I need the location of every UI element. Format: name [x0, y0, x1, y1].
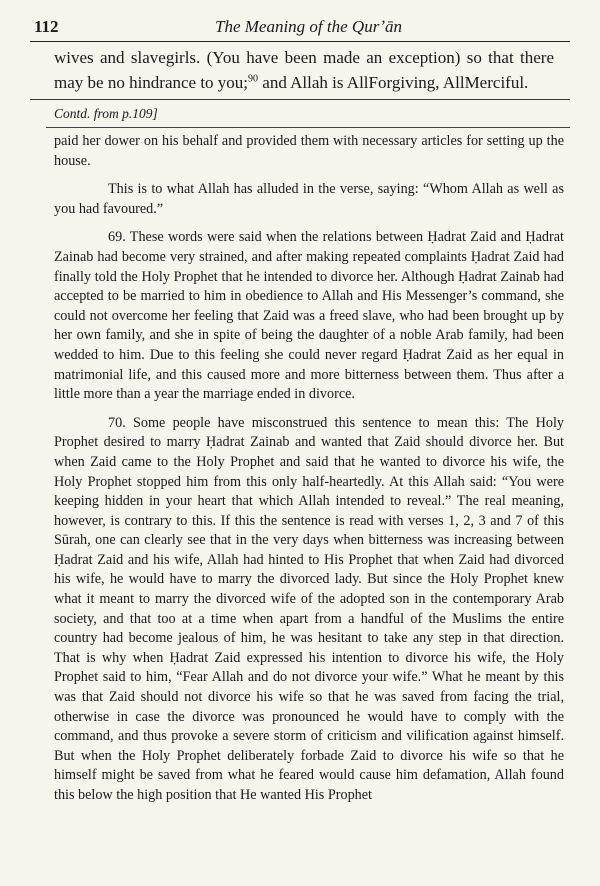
- continuation-label: Contd. from p.109]: [54, 106, 158, 121]
- header-rule: [30, 41, 570, 42]
- footnote-ref-90: 90: [248, 73, 259, 85]
- note-70: 70. Some people have misconstrued this sentence to mean this: The Holy Prophet desired to marry Ḥadrat Zainab and wanted that Zaid should divorce her. But when Zaid came to the Holy Prophet and said that he wanted to divorce his wife, the Holy Prophet stopped him from this only half-heartedly. At this Allah said: “You were keeping hidden in your heart that which Allah intended to reveal.” The real meaning, however, is contrary to this. If this the sentence is read with verses 1, 2, 3 and 7 of this Sūrah, one can clearly see that in the very days when bitterness was increasing between Ḥadrat Zaid and his wife, Allah had hinted to His Prophet that when Zaid had divorced his wife, he would have to marry the divorced lady. But since the Holy Prophet knew what it meant to marry the divorced wife of the adopted son in the contemporary Arab society, and that too at a time when apart from a handful of the Muslims the entire country had become jealous of him, he was hesitant to take any step in that direction. That is why when Ḥadrat Zaid expressed his intention to divorce his wife, the Holy Prophet said to him, “Fear Allah and do not divorce your wife.” What he meant by this was that Zaid should not divorce his wife so that he was saved from facing the trial, otherwise in case the divorce was pronounced he would have to comply with the command, and thus provoke a severe storm of criticism and vilification against himself. But when the Holy Prophet deliberately forbade Zaid to divorce his wife so that he himself might be saved from what he feared would cause him defamation, Allah found this below the high position that He wanted His Prophet: [54, 414, 564, 803]
- running-title: The Meaning of the Qurʼān: [215, 17, 402, 36]
- verse-translation: [54, 45, 554, 95]
- verse-text-end: and Allah is AllForgiving, AllMerciful.: [258, 73, 529, 92]
- verse-text: wives and slavegirls. (You have been made an exception) so that there may be no hindrance to you;: [54, 48, 554, 92]
- commentary-paragraph: This is to what Allah has alluded in the verse, saying: “Whom Allah as well as you had favoured.”: [54, 181, 564, 217]
- verse-rule: [30, 99, 570, 100]
- note-69: 69. These words were said when the relations between Ḥadrat Zaid and Ḥadrat Zainab had become very strained, and after making repeated complaints Ḥadrat Zaid had finally told the Holy Prophet that he intended to divorce her. Although Ḥadrat Zainab had accepted to be married to him in obedience to Allah and His Messenger’s command, she could not overcome her feeling that Zaid was a freed slave, who had been brought up by her own family, and she in spite of being the daughter of a noble Arab family, had been wedded to him. Due to this feeling she could never regard Ḥadrat Zaid as her equal in matrimonial life, and this caused more and more bitterness between them. Thus after a little more than a year the marriage ended in divorce.: [54, 229, 564, 403]
- commentary: [54, 132, 564, 815]
- continuation-rule: [46, 127, 570, 128]
- page-number: 112: [34, 17, 59, 36]
- commentary-paragraph: paid her dower on his behalf and provided them with necessary articles for setting up the house.: [54, 133, 564, 169]
